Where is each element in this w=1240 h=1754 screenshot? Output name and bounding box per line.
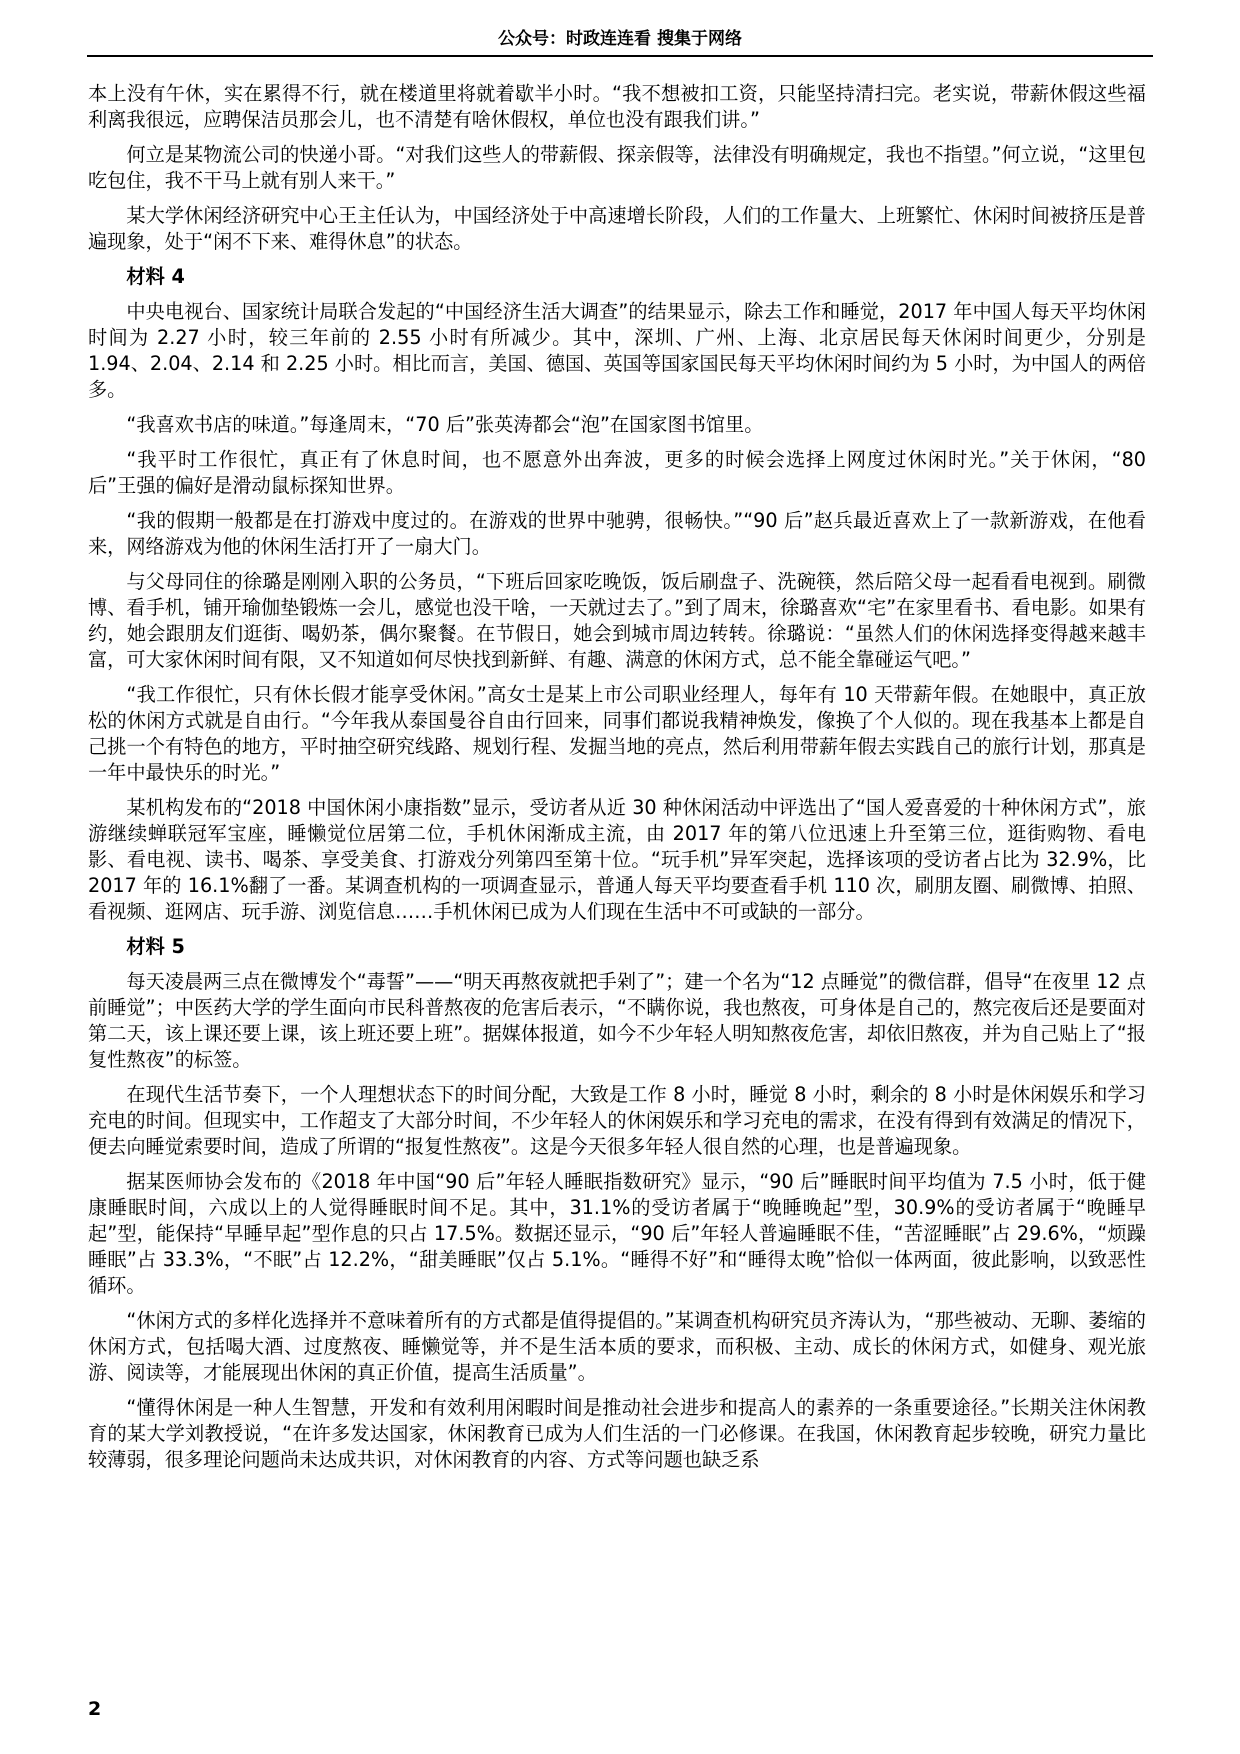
paragraph: “休闲方式的多样化选择并不意味着所有的方式都是值得提倡的。”某调查机构研究员齐涛认为，“那些被动、无聊、萎缩的休闲方式，包括喝大酒、过度熬夜、睡懒觉等，并不是生活本质的要求，而积极、主动、成长的休闲方式，如健身、观光旅游、阅读等，才能展现出休闲的真正价值，提高生活质量”。 (88, 1309, 1146, 1384)
paragraph: “我平时工作很忙，真正有了休息时间，也不愿意外出奔波，更多的时候会选择上网度过休闲时光。”关于休闲，“80 后”王强的偏好是滑动鼠标探知世界。 (88, 448, 1146, 497)
paragraph: 每天凌晨两三点在微博发个“毒誓”——“明天再熬夜就把手剁了”；建一个名为“12 点睡觉”的微信群，倡导“在夜里 12 点前睡觉”；中医药大学的学生面向市民科普熬夜的危害后表示，“不瞒你说，我也熬夜，可身体是自己的，熬完夜后还是要面对第二天，该上课还要上课，该上班还要上班”。据媒体报道，如今不少年轻人明知熬夜危害，却依旧熬夜，并为自己贴上了“报复性熬夜”的标签。 (88, 970, 1146, 1071)
paragraph: “我喜欢书店的味道。”每逢周末，“70 后”张英涛都会“泡”在国家图书馆里。 (126, 413, 764, 436)
paragraph: “懂得休闲是一种人生智慧，开发和有效利用闲暇时间是推动社会进步和提高人的素养的一条重要途径。”长期关注休闲教育的某大学刘教授说，“在许多发达国家，休闲教育已成为人们生活的一门必修课。在我国，休闲教育起步较晚，研究力量比较薄弱，很多理论问题尚未达成共识，对休闲教育的内容、方式等问题也缺乏系 (88, 1396, 1146, 1471)
paragraph: 某大学休闲经济研究中心王主任认为，中国经济处于中高速增长阶段，人们的工作量大、上班繁忙、休闲时间被挤压是普遍现象，处于“闲不下来、难得休息”的状态。 (88, 204, 1146, 253)
paragraph: “我工作很忙，只有休长假才能享受休闲。”高女士是某上市公司职业经理人，每年有 10 天带薪年假。在她眼中，真正放松的休闲方式就是自由行。“今年我从泰国曼谷自由行回来，同事们都说我精神焕发，像换了个人似的。现在我基本上都是自己挑一个有特色的地方，平时抽空研究线路、规划行程、发掘当地的亮点，然后利用带薪年假去实践自己的旅行计划，那真是一年中最快乐的时光。” (88, 683, 1146, 784)
paragraph: 据某医师协会发布的《2018 年中国“90 后”年轻人睡眠指数研究》显示，“90 后”睡眠时间平均值为 7.5 小时，低于健康睡眠时间，六成以上的人觉得睡眠时间不足。其中，31.1%的受访者属于“晚睡晚起”型，30.9%的受访者属于“晚睡早起”型，能保持“早睡早起”型作息的只占 17.5%。数据还显示，“90 后”年轻人普遍睡眠不佳，“苦涩睡眠”占 29.6%，“烦躁睡眠”占 33.3%，“不眠”占 12.2%，“甜美睡眠”仅占 5.1%。“睡得不好”和“睡得太晚”恰似一体两面，彼此影响，以致恶性循环。 (88, 1170, 1146, 1297)
paragraph-continued: 本上没有午休，实在累得不行，就在楼道里将就着歇半小时。“我不想被扣工资，只能坚持清扫完。老实说，带薪休假这些福利离我很远，应聘保洁员那会儿，也不清楚有啥休假权，单位也没有跟我们讲。” (88, 82, 1146, 131)
section-heading-material-5: 材料 5 (126, 935, 185, 958)
paragraph: 中央电视台、国家统计局联合发起的“中国经济生活大调查”的结果显示，除去工作和睡觉，2017 年中国人每天平均休闲时间为 2.27 小时，较三年前的 2.55 小时有所减少。其中，深圳、广州、上海、北京居民每天休闲时间更少，分别是 1.94、2.04、2.14 和 2.25 小时。相比而言，美国、德国、英国等国家国民每天平均休闲时间约为 5 小时，为中国人的两倍多。 (88, 300, 1146, 401)
paragraph: 何立是某物流公司的快递小哥。“对我们这些人的带薪假、探亲假等，法律没有明确规定，我也不指望。”何立说，“这里包吃包住，我不干马上就有别人来干。” (88, 143, 1147, 192)
header-divider (87, 55, 1153, 57)
paragraph: 在现代生活节奏下，一个人理想状态下的时间分配，大致是工作 8 小时，睡觉 8 小时，剩余的 8 小时是休闲娱乐和学习充电的时间。但现实中，工作超支了大部分时间，不少年轻人的休闲娱乐和学习充电的需求，在没有得到有效满足的情况下，便去向睡觉索要时间，造成了所谓的“报复性熬夜”。这是今天很多年轻人很自然的心理，也是普遍现象。 (88, 1083, 1146, 1158)
document-body (88, 81, 1146, 1482)
page-header-title: 公众号：时政连连看 搜集于网络 (498, 29, 742, 49)
section-heading-material-4: 材料 4 (126, 265, 185, 288)
paragraph: 与父母同住的徐璐是刚刚入职的公务员，“下班后回家吃晚饭，饭后刷盘子、洗碗筷，然后陪父母一起看看电视到。刷微博、看手机，铺开瑜伽垫锻炼一会儿，感觉也没干啥，一天就过去了。”到了周末，徐璐喜欢“宅”在家里看书、看电影。如果有约，她会跟朋友们逛街、喝奶茶，偶尔聚餐。在节假日，她会到城市周边转转。徐璐说：“虽然人们的休闲选择变得越来越丰富，可大家休闲时间有限，又不知道如何尽快找到新鲜、有趣、满意的休闲方式，总不能全靠碰运气吧。” (88, 570, 1146, 671)
paragraph: 某机构发布的“2018 中国休闲小康指数”显示，受访者从近 30 种休闲活动中评选出了“国人爱喜爱的十种休闲方式”，旅游继续蝉联冠军宝座，睡懒觉位居第二位，手机休闲渐成主流，由 2017 年的第八位迅速上升至第三位，逛街购物、看电影、看电视、读书、喝茶、享受美食、打游戏分列第四至第十位。“玩手机”异军突起，选择该项的受访者占比为 32.9%，比 2017 年的 16.1%翻了一番。某调查机构的一项调查显示，普通人每天平均要查看手机 110 次，刷朋友圈、刷微博、拍照、看视频、逛网店、玩手游、浏览信息……手机休闲已成为人们现在生活中不可或缺的一部分。 (88, 796, 1146, 923)
paragraph: “我的假期一般都是在打游戏中度过的。在游戏的世界中驰骋，很畅快。”“90 后”赵兵最近喜欢上了一款新游戏，在他看来，网络游戏为他的休闲生活打开了一扇大门。 (88, 509, 1146, 558)
page-number: 2 (88, 1698, 102, 1720)
